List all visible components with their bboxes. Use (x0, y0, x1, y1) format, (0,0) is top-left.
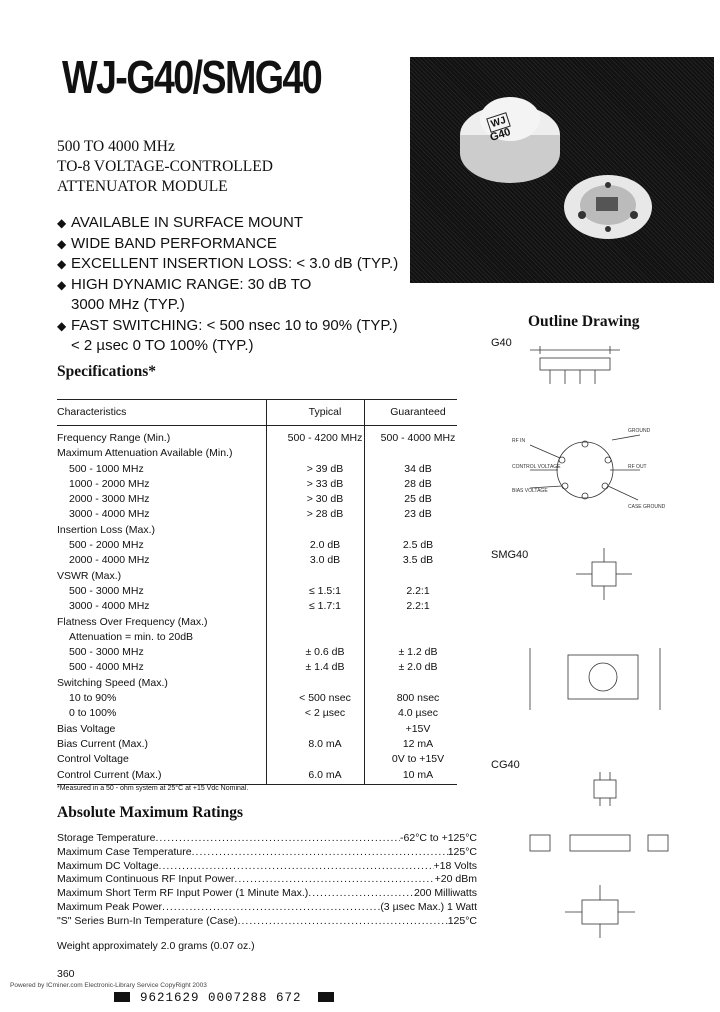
pin-label: RF IN (512, 438, 526, 444)
spec-guaranteed: 4.0 µsec (398, 707, 438, 720)
page-number: 360 (57, 968, 75, 980)
abs-max-value: (3 µsec Max.) 1 Watt (380, 900, 477, 913)
spec-characteristic: 10 to 90% (69, 692, 117, 705)
spec-characteristic: 500 - 3000 MHz (69, 584, 144, 597)
spec-guaranteed: ± 1.2 dB (398, 646, 438, 659)
leader-dots (155, 832, 400, 846)
spec-row (57, 645, 457, 660)
spec-row (57, 599, 457, 614)
spec-typical: > 30 dB (306, 493, 344, 506)
spec-typical: 3.0 dB (309, 554, 341, 567)
spec-row (57, 691, 457, 706)
spec-row (57, 507, 457, 522)
spec-characteristic: Control Voltage (57, 753, 129, 766)
spec-row (57, 676, 457, 691)
pin-label: CONTROL VOLTAGE (512, 464, 561, 470)
spec-typical: > 39 dB (306, 462, 344, 475)
spec-characteristic: 500 - 1000 MHz (69, 462, 144, 475)
abs-max-value: 125°C (447, 914, 477, 927)
spec-guaranteed: 25 dB (404, 493, 432, 506)
spec-row (57, 553, 457, 568)
weight-note: Weight approximately 2.0 grams (0.07 oz.) (57, 940, 255, 952)
spec-table (57, 431, 457, 783)
spec-characteristic: Maximum Attenuation Available (Min.) (57, 447, 233, 460)
spec-characteristic: 500 - 3000 MHz (69, 646, 144, 659)
product-photo (410, 57, 714, 283)
feature-item-continued: 3000 MHz (TYP.) (71, 296, 185, 313)
pin-label: CASE GROUND (628, 504, 666, 510)
spec-guaranteed: 10 mA (402, 768, 434, 781)
specifications-heading: Specifications* (57, 363, 157, 380)
spec-guaranteed: 800 nsec (396, 692, 440, 705)
spec-typical: ≤ 1.7:1 (308, 600, 342, 613)
leader-dots (238, 915, 448, 929)
feature-item: ◆ HIGH DYNAMIC RANGE: 30 dB TO (57, 275, 417, 296)
spec-typical: > 28 dB (306, 508, 344, 521)
feature-item: ◆ EXCELLENT INSERTION LOSS: < 3.0 dB (TYP.) (57, 254, 417, 275)
spec-characteristic: Bias Voltage (57, 722, 116, 735)
barcode-text: 9621629 0007288 672 (140, 991, 302, 1005)
abs-max-value: 125°C (447, 845, 477, 858)
abs-max-list (57, 832, 477, 929)
spec-guaranteed: 500 - 4000 MHz (380, 432, 456, 444)
abs-max-label: Maximum Continuous RF Input Power (57, 873, 235, 886)
spec-typical: ± 1.4 dB (305, 661, 345, 674)
abs-max-row (57, 887, 477, 901)
spec-guaranteed: 0V to +15V (391, 753, 445, 766)
feature-item: ◆ FAST SWITCHING: < 500 nsec 10 to 90% (TYP.) (57, 316, 417, 337)
spec-characteristic: Flatness Over Frequency (Max.) (57, 615, 208, 628)
spec-typical: > 33 dB (306, 477, 344, 490)
abs-max-row (57, 832, 477, 846)
spec-characteristic: 2000 - 3000 MHz (69, 493, 150, 506)
pin-label: GROUND (628, 428, 651, 434)
feature-list (57, 213, 417, 357)
abs-max-value: 200 Milliwatts (413, 887, 477, 900)
spec-characteristic: 3000 - 4000 MHz (69, 600, 150, 613)
subtitle-line: 500 TO 4000 MHz (57, 138, 175, 155)
spec-guaranteed: 23 dB (404, 508, 432, 521)
abs-max-row (57, 846, 477, 860)
column-header: Guaranteed (390, 406, 446, 418)
leader-dots (308, 887, 414, 901)
pin-label: RF OUT (628, 464, 647, 470)
product-subtitle (57, 137, 273, 197)
spec-guaranteed: 2.5 dB (402, 539, 434, 552)
spec-characteristic: Insertion Loss (Max.) (57, 523, 156, 536)
leader-dots (162, 901, 380, 915)
spec-guaranteed: 12 mA (402, 737, 434, 750)
spec-characteristic: Switching Speed (Max.) (57, 676, 168, 689)
spec-row (57, 538, 457, 553)
feature-item-continued: < 2 µsec 0 TO 100% (TYP.) (71, 337, 254, 354)
product-photo-art (410, 57, 714, 283)
abs-max-label: Maximum Short Term RF Input Power (1 Minute Max.) (57, 887, 309, 900)
spec-characteristic: Attenuation = min. to 20dB (69, 630, 194, 643)
spec-row (57, 569, 457, 584)
spec-guaranteed: +15V (405, 722, 431, 735)
feature-item: ◆ AVAILABLE IN SURFACE MOUNT (57, 213, 417, 234)
spec-guaranteed: 2.2:1 (406, 584, 430, 597)
feature-item: ◆ WIDE BAND PERFORMANCE (57, 234, 417, 255)
spec-characteristic: Frequency Range (Min.) (57, 432, 171, 444)
spec-characteristic: Control Current (Max.) (57, 768, 162, 781)
spec-typical: 6.0 mA (308, 768, 342, 781)
spec-row (57, 752, 457, 767)
scan-credit: Powered by ICminer.com Electronic-Library Service CopyRight 2003 (10, 982, 207, 989)
outline-drawings (510, 340, 710, 940)
spec-row (57, 477, 457, 492)
spec-typical: < 2 µsec (304, 707, 346, 720)
spec-characteristic: Bias Current (Max.) (57, 737, 149, 750)
spec-typical: ≤ 1.5:1 (308, 584, 342, 597)
outline-heading: Outline Drawing (528, 313, 640, 330)
abs-max-heading: Absolute Maximum Ratings (57, 804, 244, 821)
abs-max-label: Storage Temperature (57, 832, 156, 844)
column-header: Characteristics (57, 406, 127, 418)
abs-max-value: -62°C to +125°C (400, 832, 477, 844)
spec-row (57, 523, 457, 538)
barcode-mark (318, 992, 334, 1002)
pin-label: BIAS VOLTAGE (512, 488, 548, 494)
spec-row (57, 431, 457, 446)
spec-guaranteed: 2.2:1 (406, 600, 430, 613)
abs-max-label: "S" Series Burn-In Temperature (Case) (57, 914, 238, 927)
column-header: Typical (308, 406, 342, 418)
spec-characteristic: VSWR (Max.) (57, 569, 122, 582)
abs-max-value: +18 Volts (433, 859, 477, 872)
spec-guaranteed: 34 dB (404, 462, 432, 475)
spec-row (57, 737, 457, 752)
logo: WJ (486, 112, 511, 133)
device-label: G40 (488, 126, 513, 144)
abs-max-row (57, 901, 477, 915)
abs-max-value: +20 dBm (434, 873, 477, 886)
outline-label-smg40: SMG40 (491, 549, 529, 561)
abs-max-label: Maximum Peak Power (57, 900, 163, 913)
spec-typical: < 500 nsec (299, 692, 351, 705)
spec-characteristic: 0 to 100% (69, 707, 117, 720)
abs-max-label: Maximum Case Temperature (57, 845, 192, 858)
spec-characteristic: 2000 - 4000 MHz (69, 554, 150, 567)
spec-row (57, 492, 457, 507)
spec-row (57, 722, 457, 737)
product-title: WJ-G40/SMG40 (62, 51, 322, 103)
spec-row (57, 630, 457, 645)
outline-label-g40: G40 (491, 337, 512, 349)
leader-dots (234, 873, 434, 887)
spec-row (57, 706, 457, 721)
spec-row (57, 584, 457, 599)
spec-footnote: *Measured in a 50 - ohm system at 25°C at +15 Vdc Nominal. (57, 785, 249, 792)
leader-dots (159, 860, 434, 874)
spec-row (57, 768, 457, 783)
spec-characteristic: 3000 - 4000 MHz (69, 508, 150, 521)
spec-guaranteed: 28 dB (404, 477, 432, 490)
abs-max-label: Maximum DC Voltage (57, 859, 159, 872)
spec-row (57, 615, 457, 630)
spec-table-header (57, 405, 457, 420)
outline-label-cg40: CG40 (491, 759, 520, 771)
spec-guaranteed: ± 2.0 dB (398, 661, 438, 674)
spec-characteristic: 1000 - 2000 MHz (69, 477, 150, 490)
barcode-mark (114, 992, 130, 1002)
spec-guaranteed: 3.5 dB (402, 554, 434, 567)
spec-typical: 8.0 mA (308, 737, 342, 750)
abs-max-row (57, 915, 477, 929)
subtitle-line: ATTENUATOR MODULE (57, 178, 228, 195)
subtitle-line: TO-8 VOLTAGE-CONTROLLED (57, 158, 273, 175)
spec-typical: 2.0 dB (309, 539, 341, 552)
spec-row (57, 660, 457, 675)
spec-typical: ± 0.6 dB (305, 646, 345, 659)
abs-max-row (57, 860, 477, 874)
abs-max-row (57, 873, 477, 887)
spec-row (57, 446, 457, 461)
spec-row (57, 462, 457, 477)
spec-typical: 500 - 4200 MHz (287, 432, 363, 444)
spec-characteristic: 500 - 4000 MHz (69, 661, 144, 674)
spec-characteristic: 500 - 2000 MHz (69, 539, 144, 552)
leader-dots (192, 846, 448, 860)
